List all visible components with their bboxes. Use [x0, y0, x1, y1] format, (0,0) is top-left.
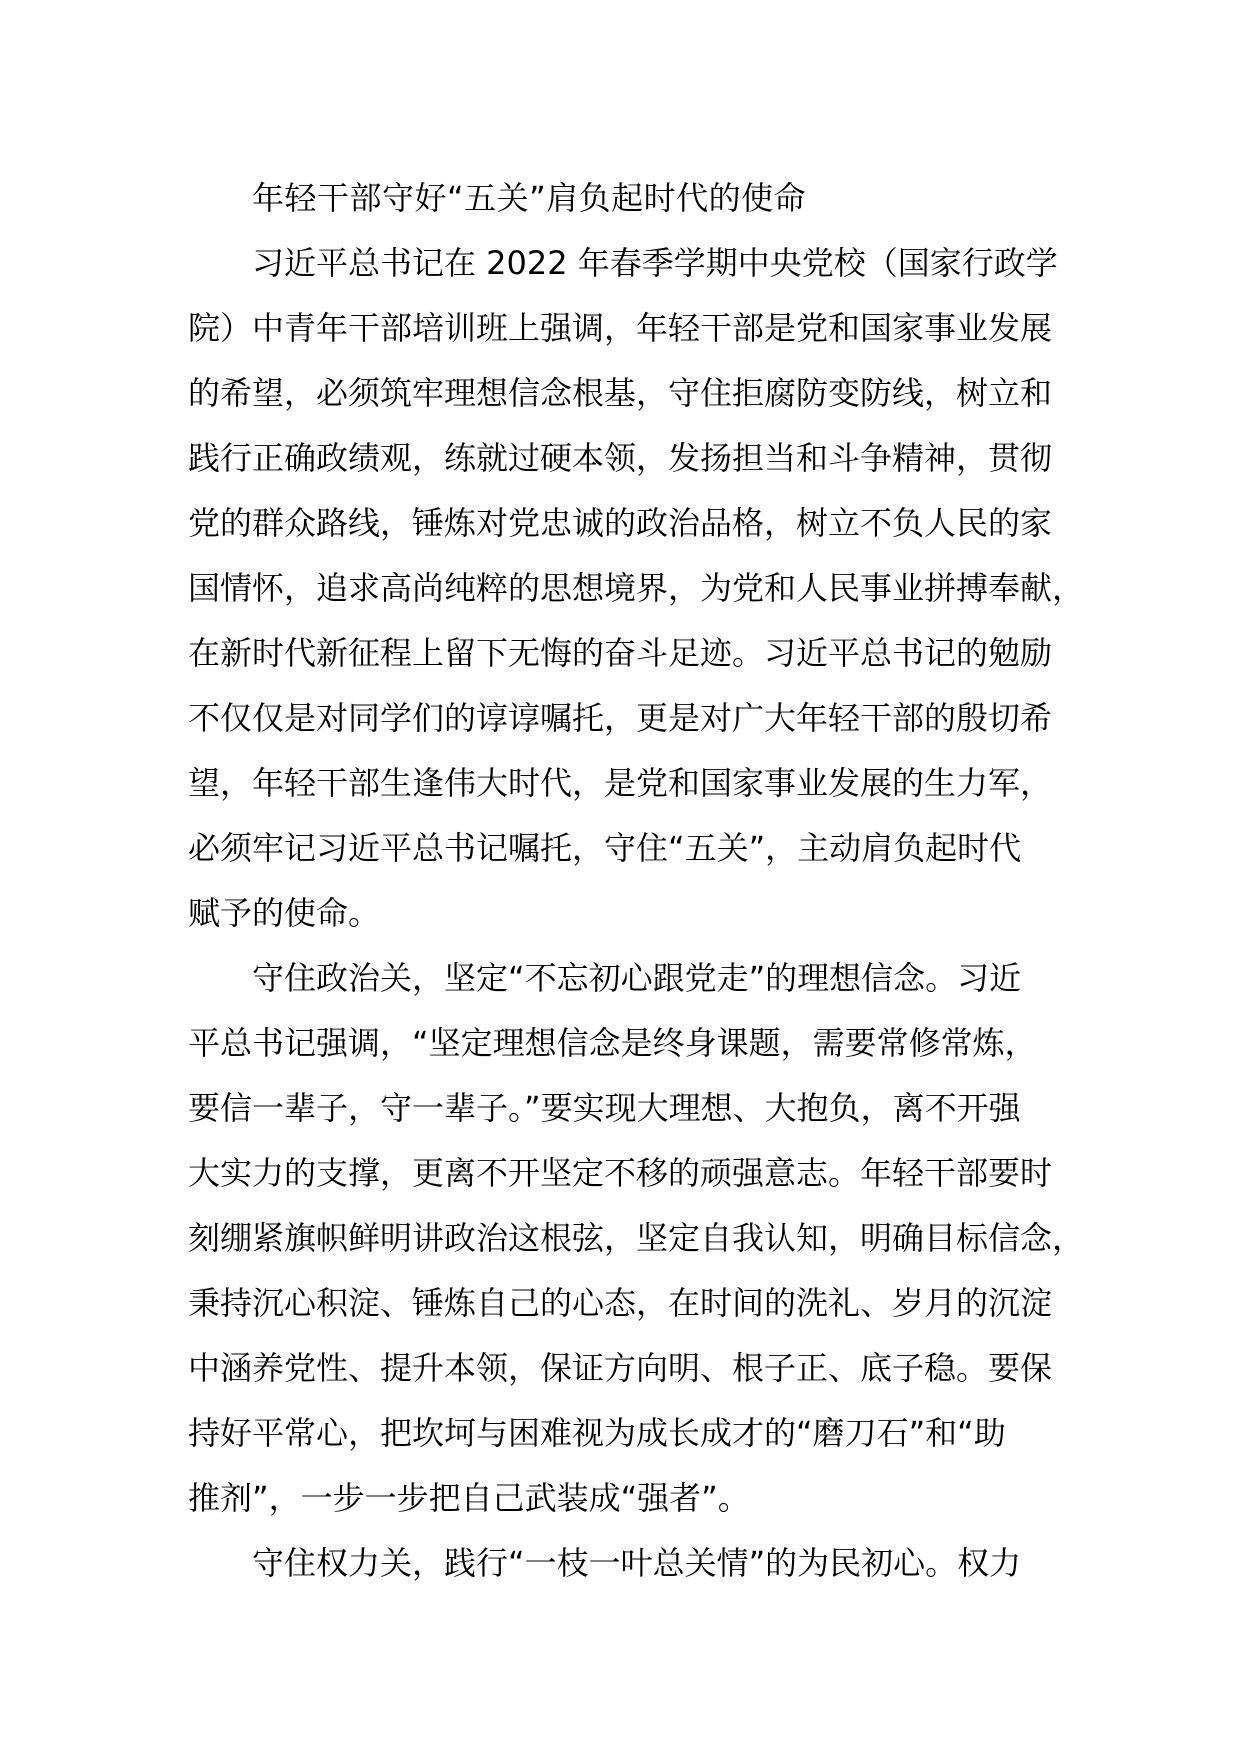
- paragraph-line: 在新时代新征程上留下无悔的奋斗足迹。习近平总书记的勉励: [188, 634, 1053, 672]
- paragraph-line: 党的群众路线，锤炼对党忠诚的政治品格，树立不负人民的家: [188, 504, 1053, 542]
- paragraph-line: 践行正确政绩观，练就过硬本领，发扬担当和斗争精神，贯彻: [188, 439, 1053, 477]
- paragraph-line: 平总书记强调，“坚定理想信念是终身课题，需要常修常炼，: [188, 1024, 1037, 1062]
- paragraph-line: 赋予的使命。: [188, 894, 381, 932]
- paragraph-line: 守住权力关，践行“一枝一叶总关情”的为民初心。权力: [252, 1544, 1022, 1582]
- paragraph-line: 持好平常心，把坎坷与困难视为成长成才的“磨刀石”和“助: [188, 1414, 1006, 1452]
- paragraph-3: [188, 1531, 1072, 1596]
- paragraph-line: 推剂”，一步一步把自己武装成“强者”。: [188, 1479, 750, 1517]
- document-body: [188, 166, 1085, 1596]
- paragraph-line: 望，年轻干部生逢伟大时代，是党和国家事业发展的生力军，: [188, 764, 1053, 802]
- paragraph-line: 院）中青年干部培训班上强调，年轻干部是党和国家事业发展: [188, 309, 1053, 347]
- paragraph-line: 秉持沉心积淀、锤炼自己的心态，在时间的洗礼、岁月的沉淀: [188, 1284, 1053, 1322]
- paragraph-line: 的希望，必须筑牢理想信念根基，守住拒腐防变防线，树立和: [188, 374, 1053, 412]
- paragraph-line: 必须牢记习近平总书记嘱托，守住“五关”，主动肩负起时代: [188, 829, 1022, 867]
- paragraph-line: 国情怀，追求高尚纯粹的思想境界，为党和人民事业拼搏奉献，: [188, 569, 1085, 607]
- paragraph-line: 守住政治关，坚定“不忘初心跟党走”的理想信念。习近: [252, 959, 1022, 997]
- paragraph-1: [188, 231, 1085, 946]
- paragraph-line: 习近平总书记在 2022 年春季学期中央党校（国家行政学: [252, 244, 1058, 282]
- document-title: 年轻干部守好“五关”肩负起时代的使命: [252, 179, 807, 217]
- paragraph-line: 刻绷紧旗帜鲜明讲政治这根弦，坚定自我认知，明确目标信念，: [188, 1219, 1085, 1257]
- paragraph-line: 不仅仅是对同学们的谆谆嘱托，更是对广大年轻干部的殷切希: [188, 699, 1053, 737]
- paragraph-2: [188, 946, 1085, 1531]
- paragraph-line: 大实力的支撑，更离不开坚定不移的顽强意志。年轻干部要时: [188, 1154, 1053, 1192]
- paragraph-line: 要信一辈子，守一辈子。”要实现大理想、大抱负，离不开强: [188, 1089, 1021, 1127]
- paragraph-line: 中涵养党性、提升本领，保证方向明、根子正、底子稳。要保: [188, 1349, 1053, 1387]
